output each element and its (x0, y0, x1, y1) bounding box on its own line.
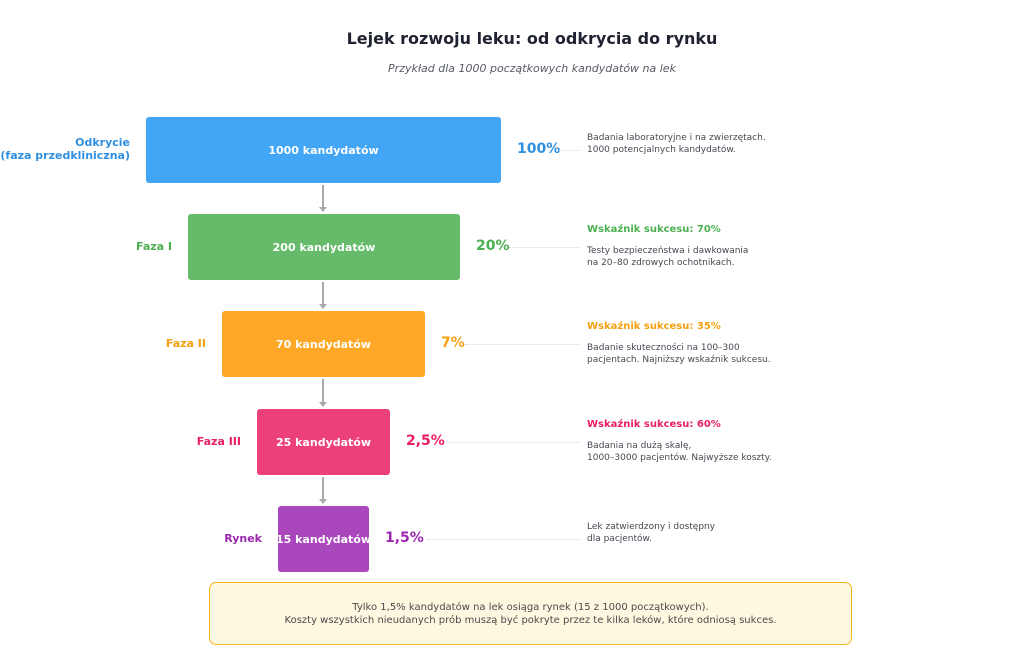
arrow-head-icon (319, 499, 327, 504)
arrow-head-icon (319, 304, 327, 309)
funnel-bar-label: 1000 kandydatów (268, 143, 379, 157)
stage-description (587, 440, 807, 464)
funnel-bar (257, 409, 390, 475)
funnel-bar-label: 200 kandydatów (272, 240, 376, 254)
connector-line (465, 344, 579, 345)
stage-label-line: (faza przedkliniczna) (0, 149, 130, 162)
funnel-bar (222, 311, 425, 377)
stage-description-line: Badanie skuteczności na 100–300 (587, 343, 740, 353)
stage-label (0, 136, 130, 162)
funnel-bar (188, 214, 460, 280)
stage-description-line: Badania laboratoryjne i na zwierzętach. (587, 133, 766, 143)
stage-description-line: 1000–3000 pacjentów. Najwyższe koszty. (587, 453, 772, 463)
stage-percent: 1,5% (385, 530, 424, 546)
stage-label (197, 435, 241, 448)
arrow-head-icon (319, 402, 327, 407)
flow-arrow (322, 282, 324, 305)
summary-note-line-1: Tylko 1,5% kandydatów na lek osiąga rynek (15 z 1000 początkowych). (352, 601, 709, 613)
connector-line (448, 442, 579, 443)
flow-arrow (322, 477, 324, 500)
success-rate: Wskaźnik sukcesu: 70% (587, 224, 721, 235)
flow-arrow (322, 379, 324, 403)
stage-description-line: Lek zatwierdzony i dostępny (587, 522, 716, 532)
stage-description (587, 132, 807, 156)
summary-note-line-2: Koszty wszystkich nieudanych prób muszą być pokryte przez te kilka leków, które odniosą sukces. (284, 614, 777, 626)
stage-percent: 100% (517, 141, 561, 157)
stage-label (136, 240, 172, 253)
funnel-bar (275, 506, 372, 572)
stage-label-line: Faza III (196, 434, 241, 448)
summary-note (209, 582, 852, 645)
stage-description (587, 521, 807, 545)
stage-description (587, 342, 807, 366)
funnel-bar (146, 117, 501, 183)
stage-label-line: Faza I (135, 239, 172, 253)
stage-percent: 2,5% (406, 433, 445, 449)
connector-line (509, 247, 579, 248)
stage-label (166, 337, 206, 350)
page-title: Lejek rozwoju leku: od odkrycia do rynku (346, 29, 718, 48)
stage-label (224, 532, 262, 545)
stage-percent: 20% (476, 238, 510, 254)
stage-label-line: Rynek (224, 531, 262, 545)
stage-description-line: dla pacjentów. (587, 534, 652, 544)
success-rate: Wskaźnik sukcesu: 35% (587, 321, 721, 332)
funnel-bar-label: 15 kandydatów (275, 532, 372, 546)
stage-description-line: 1000 potencjalnych kandydatów. (587, 145, 736, 155)
stage-label-line: Faza II (165, 336, 206, 350)
stage-description-line: Testy bezpieczeństwa i dawkowania (587, 246, 749, 256)
funnel-bar-label: 25 kandydatów (275, 435, 372, 449)
stage-percent: 7% (441, 335, 465, 351)
funnel-bar-label: 70 kandydatów (275, 337, 372, 351)
stage-description-line: na 20–80 zdrowych ochotnikach. (587, 258, 735, 268)
stage-label-line: Odkrycie (75, 136, 130, 149)
success-rate: Wskaźnik sukcesu: 60% (587, 419, 721, 430)
connector-line (559, 150, 579, 151)
stage-description (587, 245, 807, 269)
connector-line (427, 539, 579, 540)
stage-description-line: pacjentach. Najniższy wskaźnik sukcesu. (587, 355, 771, 365)
flow-arrow (322, 185, 324, 208)
stage-description-line: Badania na dużą skalę, (587, 441, 692, 451)
arrow-head-icon (319, 207, 327, 212)
page-subtitle: Przykład dla 1000 początkowych kandydatów na lek (388, 62, 676, 75)
